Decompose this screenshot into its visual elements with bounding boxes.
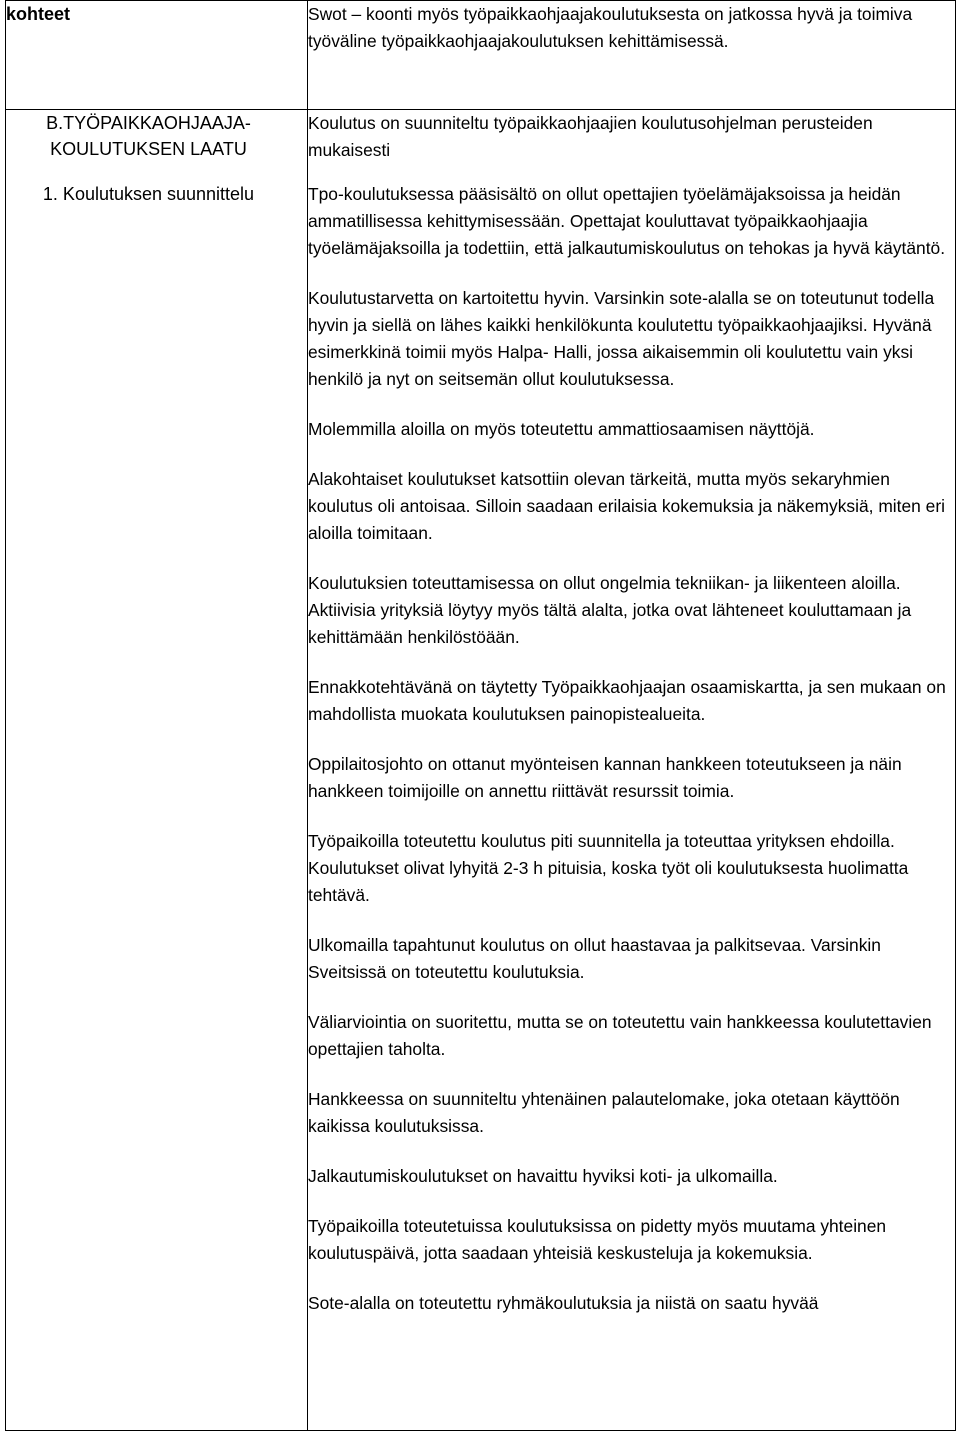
paragraph: Tpo-koulutuksessa pääsisältö on ollut opettajien työelämäjaksoissa ja heidän ammatillisessa kehittymisessään. Opettajat kouluttavat työpaikkaohjaajia työelämäjaksoilla ja todettiin, että jalkautumiskoulutus on tehokas ja hyvä käytäntö.	[308, 184, 946, 258]
paragraph: Molemmilla aloilla on myös toteutettu ammattiosaamisen näyttöjä.	[308, 419, 815, 439]
paragraph: Työpaikoilla toteutettu koulutus piti suunnitella ja toteuttaa yrityksen ehdoilla. Koulutukset olivat lyhyitä 2-3 h pituisia, koska työt oli koulutuksesta huolimatta tehtävä.	[308, 831, 909, 905]
paragraph: Sote-alalla on toteutettu ryhmäkoulutuksia ja niistä on saatu hyvää	[308, 1293, 819, 1313]
table-row	[6, 1, 956, 110]
paragraph: Alakohtaiset koulutukset katsottiin olevan tärkeitä, mutta myös sekaryhmien koulutus oli antoisaa. Silloin saadaan erilaisia kokemuksia ja näkemyksiä, miten eri aloilla toimitaan.	[308, 469, 946, 543]
paragraph: Työpaikoilla toteutetuissa koulutuksissa on pidetty myös muutama yhteinen koulutuspäivä, jotta saadaan yhteisiä keskusteluja ja kokemuksia.	[308, 1216, 887, 1263]
section-subheading: 1. Koulutuksen suunnittelu	[42, 184, 255, 204]
row-text-swot: Swot – koonti myös työpaikkaohjaajakoulutuksesta on jatkossa hyvä ja toimiva työväline työpaikkaohjaajakoulutuksen kehittämisessä.	[308, 1, 956, 110]
section-heading-line1: B.TYÖPAIKKAOHJAAJA-	[46, 113, 251, 133]
paragraph: Koulutustarvetta on kartoitettu hyvin. Varsinkin sote-alalla se on toteutunut todella hyvin ja siellä on lähes kaikki henkilökunta koulutettu työpaikkaohjaajiksi. Hyvänä esimerkkinä toimii myös Halpa- Halli, jossa aikaisemmin oli koulutettu vain yksi henkilö ja nyt on seitsemän ollut koulutuksessa.	[308, 288, 935, 389]
paragraph: Ulkomailla tapahtunut koulutus on ollut haastavaa ja palkitsevaa. Varsinkin Sveitsissä on toteutettu koulutuksia.	[308, 935, 881, 982]
paragraph: Oppilaitosjohto on ottanut myönteisen kannan hankkeen toteutukseen ja näin hankkeen toimijoille on annettu riittävät resurssit toimia.	[308, 754, 902, 801]
document-table	[5, 0, 956, 1431]
paragraph: Hankkeessa on suunniteltu yhtenäinen palautelomake, joka otetaan käyttöön kaikissa koulutuksissa.	[308, 1089, 900, 1136]
paragraph: Väliarviointia on suoritettu, mutta se on toteutettu vain hankkeessa koulutettavien opettajien taholta.	[308, 1012, 932, 1059]
section-body-cell	[308, 110, 956, 1431]
table-row	[6, 110, 956, 1431]
section-heading-line2: KOULUTUKSEN LAATU	[50, 139, 247, 159]
paragraph: Koulutus on suunniteltu työpaikkaohjaajien koulutusohjelman perusteiden mukaisesti	[308, 113, 873, 160]
section-heading-cell	[6, 110, 308, 1431]
row-header-kohteet: kohteet	[6, 1, 308, 110]
paragraph: Ennakkotehtävänä on täytetty Työpaikkaohjaajan osaamiskartta, ja sen mukaan on mahdollista muokata koulutuksen painopistealueita.	[308, 677, 946, 724]
paragraph: Koulutuksien toteuttamisessa on ollut ongelmia tekniikan- ja liikenteen aloilla. Aktiivisia yrityksiä löytyy myös tältä alalta, jotka ovat lähteneet kouluttamaan ja kehittämään henkilöstöään.	[308, 573, 912, 647]
paragraph: Jalkautumiskoulutukset on havaittu hyviksi koti- ja ulkomailla.	[308, 1166, 778, 1186]
